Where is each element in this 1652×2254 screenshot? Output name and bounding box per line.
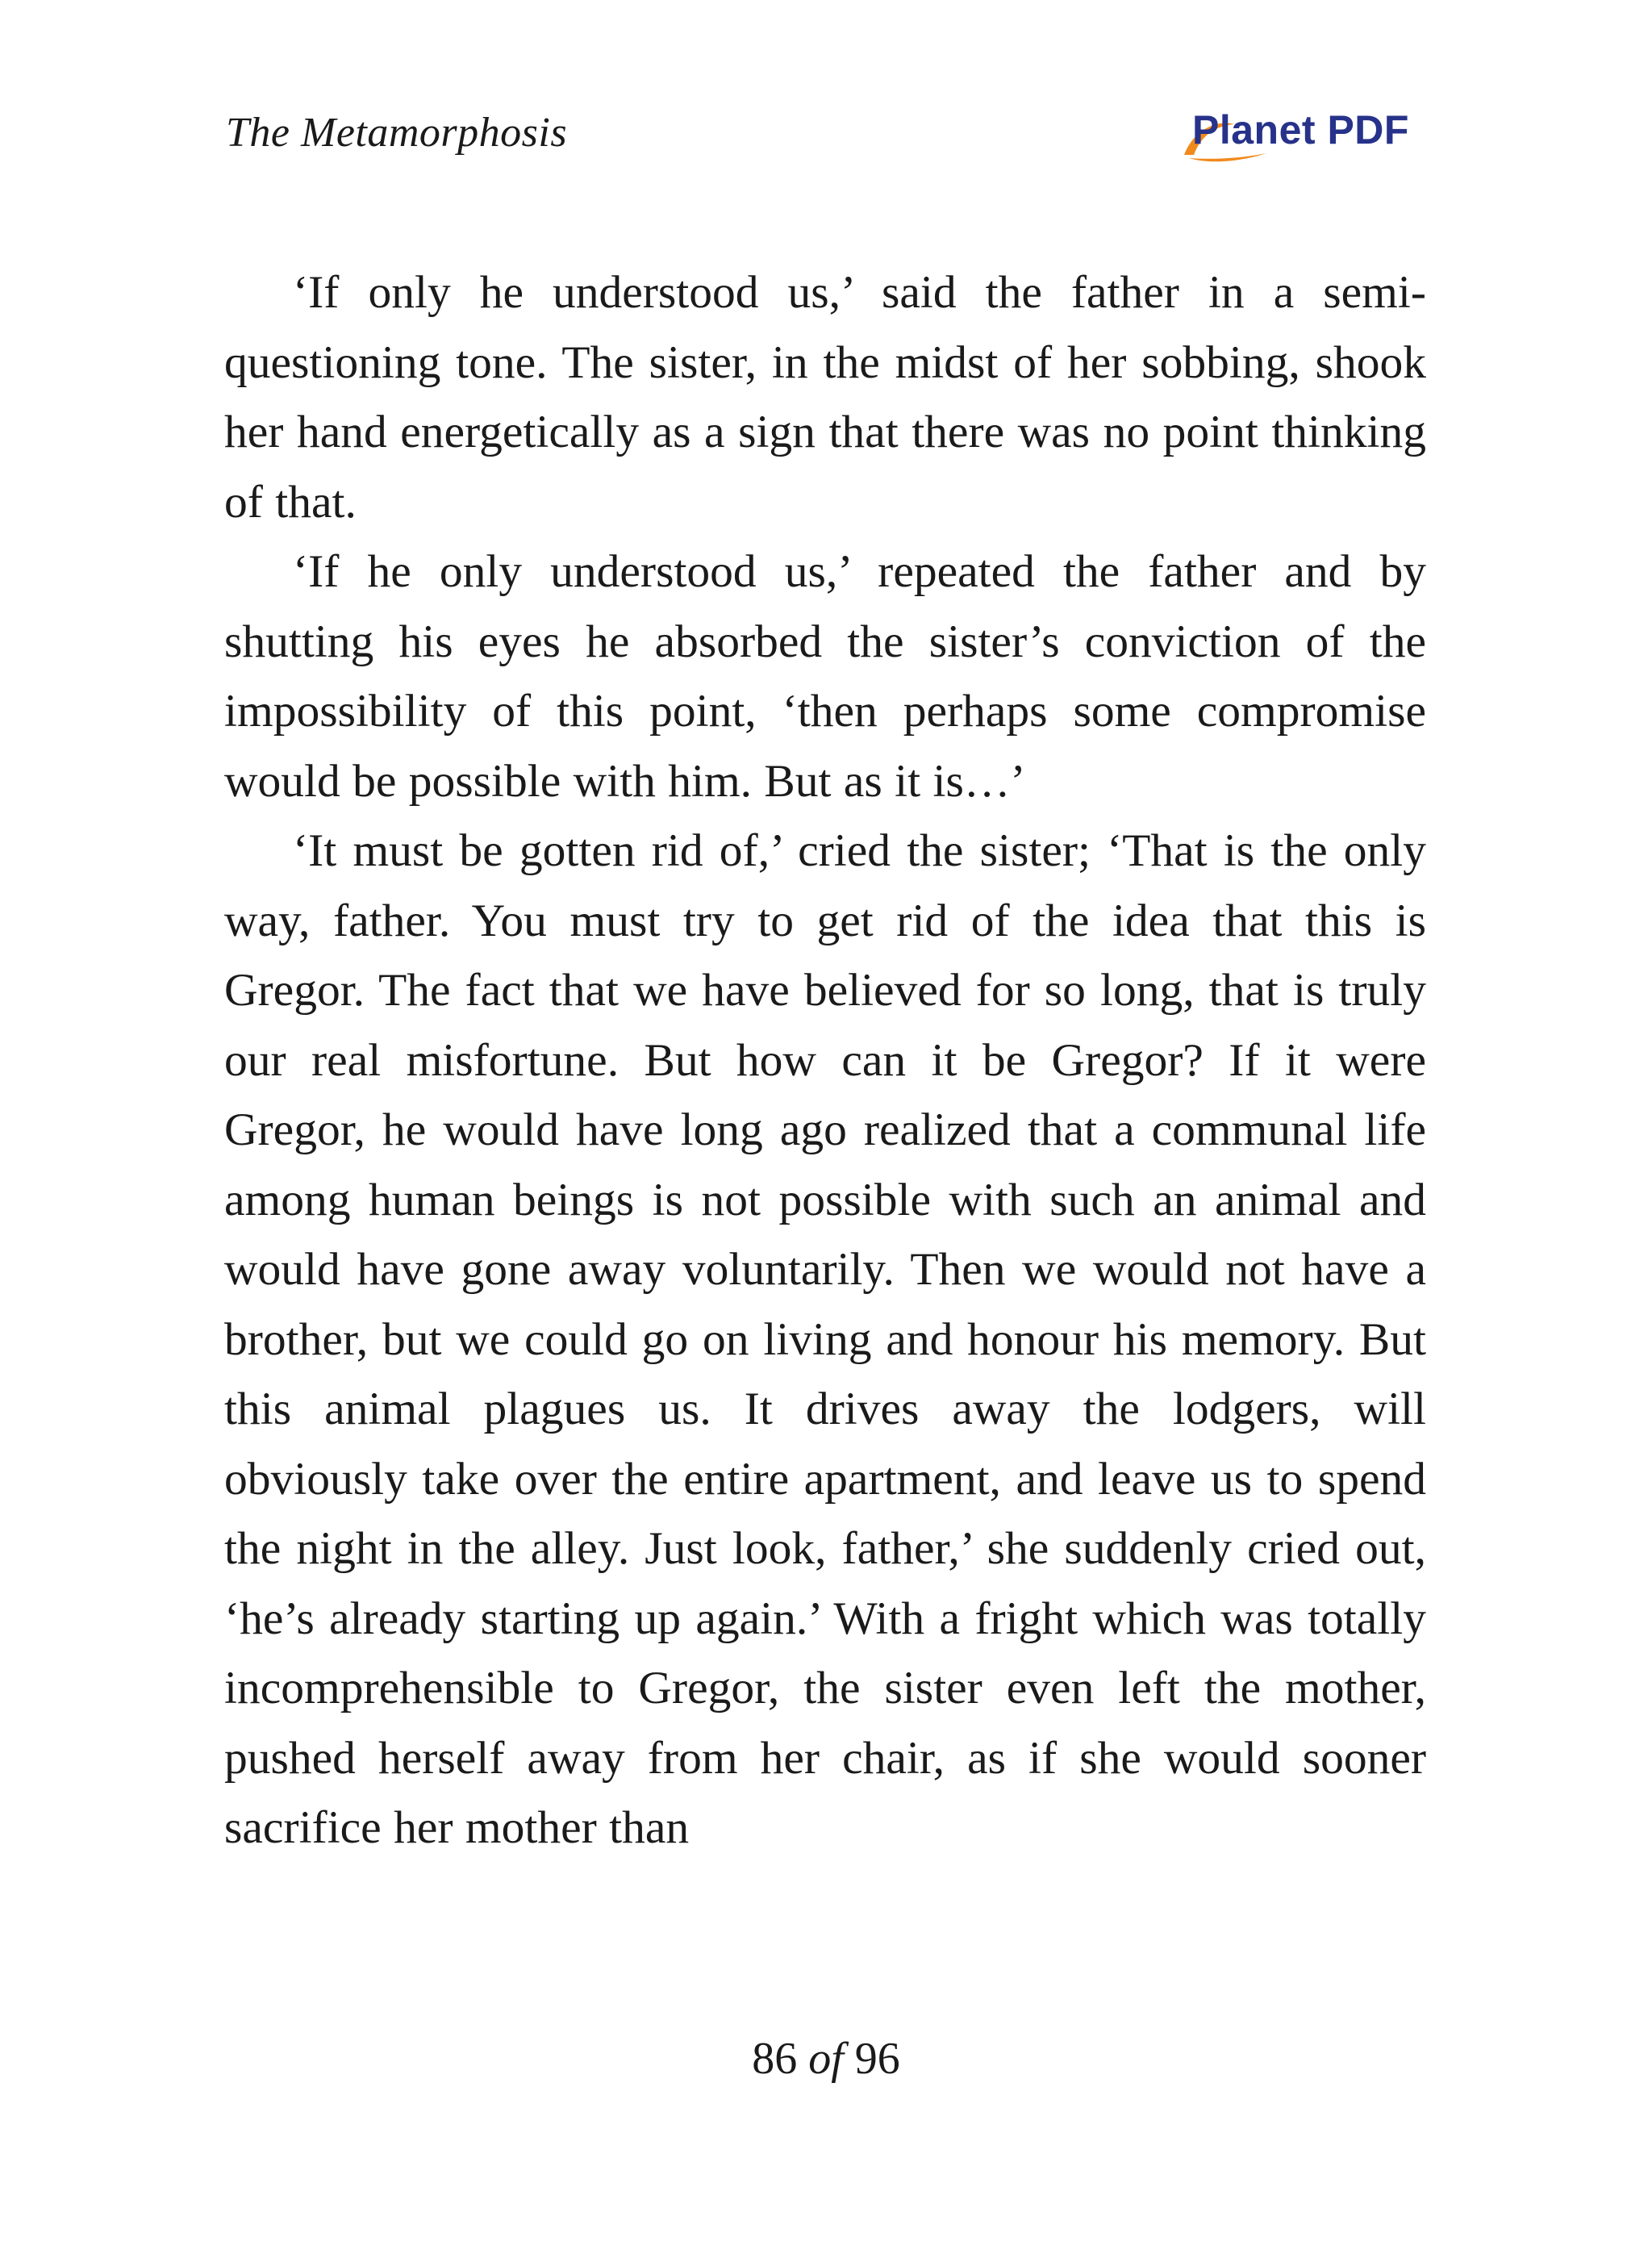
logo-text: Planet PDF (1192, 107, 1409, 152)
planet-pdf-logo (1178, 105, 1428, 169)
current-page: 86 (752, 2034, 798, 2084)
total-pages: 96 (854, 2034, 900, 2084)
paragraph: ‘If only he understood us,’ said the father in a semi-questioning tone. The sister, in the midst of her sobbing, shook her hand energetically as a sign that there was no point thinking of that. (224, 267, 1426, 528)
page-header (226, 105, 1428, 169)
page-number (0, 2033, 1652, 2085)
of-label: of (808, 2034, 844, 2084)
page-body (224, 258, 1426, 1864)
paragraph: ‘If he only understood us,’ repeated the father and by shutting his eyes he absorbed the sister’s conviction of the impossibility of this point, ‘then perhaps some compromise would be possible with him. But as it is…’ (224, 546, 1426, 807)
paragraph: ‘It must be gotten rid of,’ cried the sister; ‘That is the only way, father. You must try to get rid of the idea that this is Gregor. The fact that we have believed for so long, that is truly our real misfortune. But how can it be Gregor? If it were Gregor, he would have long ago realized that a communal life among human beings is not possible with such an animal and would have gone away voluntarily. Then we would not have a brother, but we could go on living and honour his memory. But this animal plagues us. It drives away the lodgers, will obviously take over the entire apartment, and leave us to spend the night in the alley. Just look, father,’ she suddenly cried out, ‘he’s already starting up again.’ With a fright which was totally incomprehensible to Gregor, the sister even left the mother, pushed herself away from her chair, as if she would sooner sacrifice her mother than (224, 825, 1426, 1853)
book-title: The Metamorphosis (226, 110, 568, 156)
